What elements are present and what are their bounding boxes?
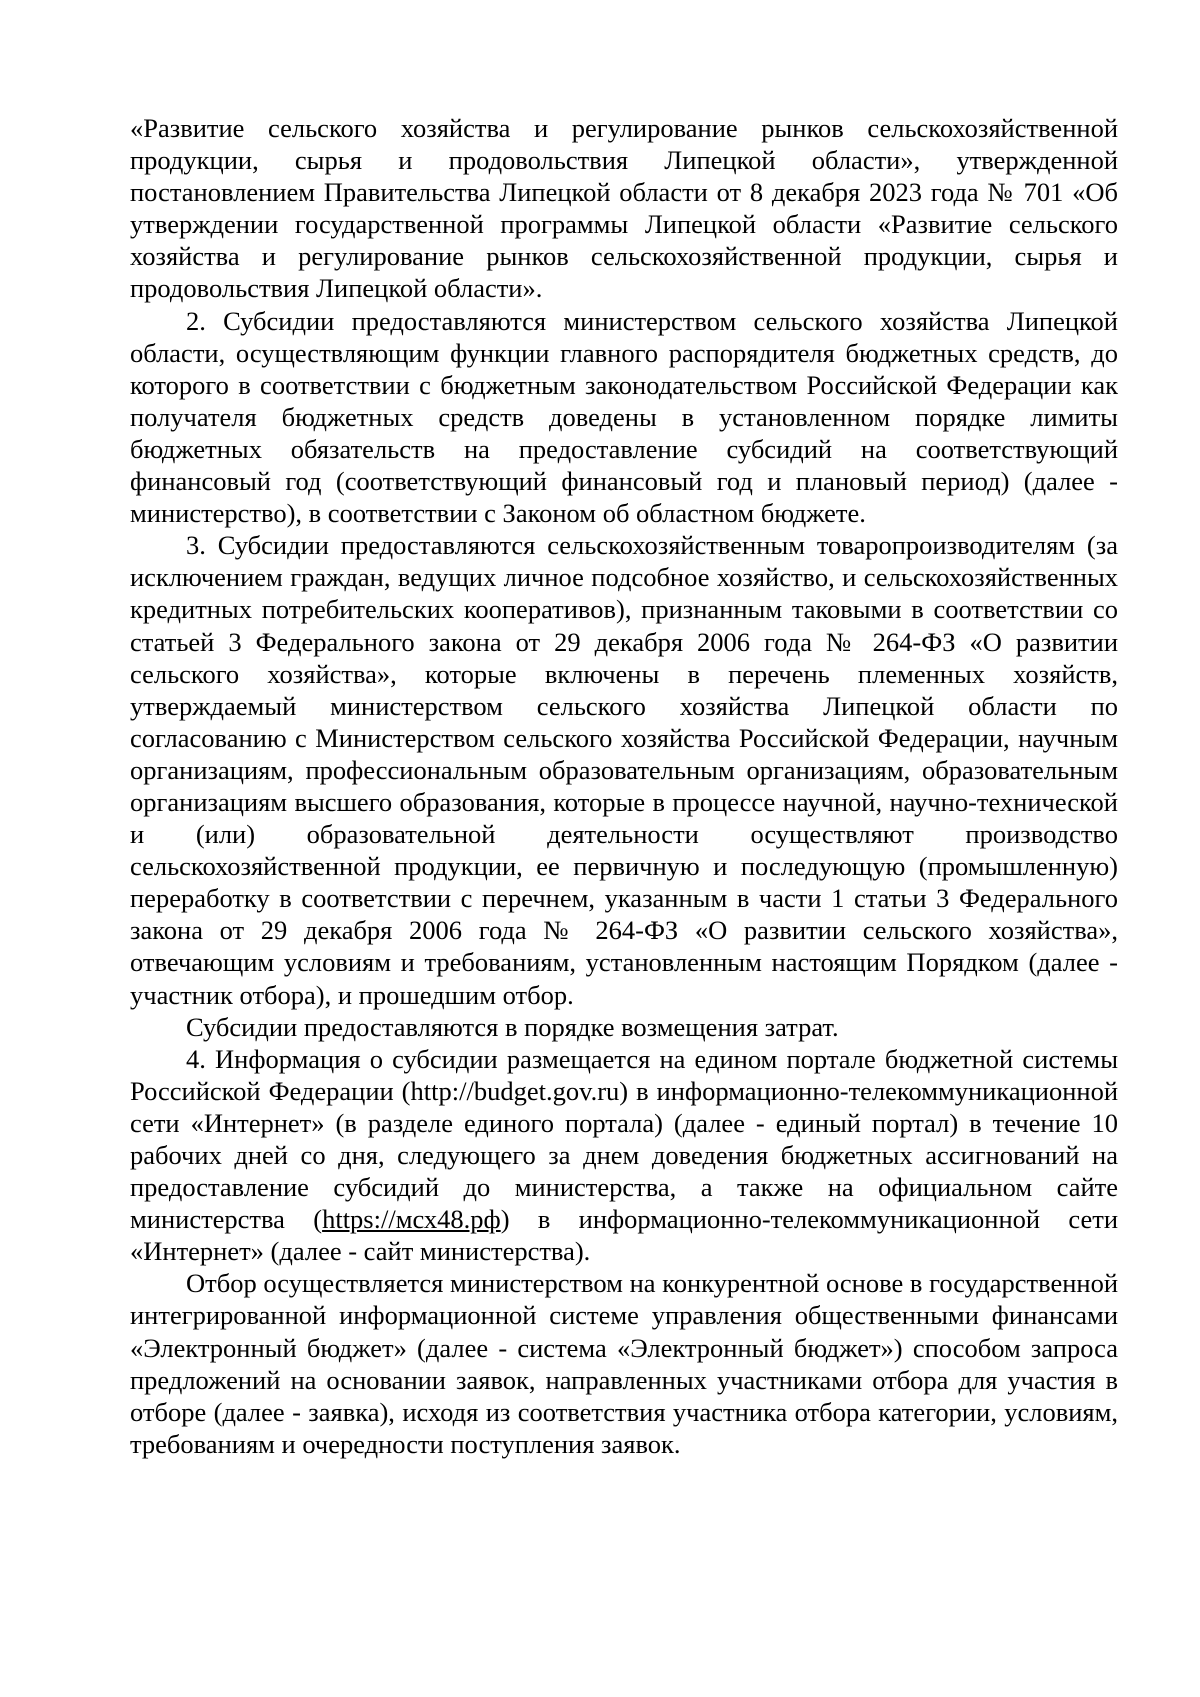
paragraph-3: 3. Субсидии предоставляются сельскохозяйственным товаропроизводителям (за исключением граждан, ведущих личное подсобное хозяйство, и сельскохозяйственных кредитных потребительских кооперативов), признанным таковыми в соответствии со статьей 3 Федерального закона от 29 декабря 2006 года № 264-ФЗ «О развитии сельского хозяйства», которые включены в перечень племенных хозяйств, утверждаемый министерством сельского хозяйства Липецкой области по согласованию с Министерством сельского хозяйства Российской Федерации, научным организациям, профессиональным образовательным организациям, образовательным организациям высшего образования, которые в процессе научной, научно-технической и (или) образовательной деятельности осуществляют производство сельскохозяйственной продукции, ее первичную и последующую (промышленную) переработку в соответствии с перечнем, указанным в части 1 статьи 3 Федерального закона от 29 декабря 2006 года № 264-ФЗ «О развитии сельского хозяйства», отвечающим условиям и требованиям, установленным настоящим Порядком (далее - участник отбора), и прошедшим отбор. (130, 530, 1118, 1010)
ministry-site-link[interactable]: https://мсх48.рф (322, 1204, 501, 1235)
paragraph-4-text: 4. Информация о субсидии размещается на едином портале бюджетной системы Российской Федерации (http://budget.gov.ru) в информационно-телекоммуникационной сети «Интернет» (в разделе единого портала) (далее - единый портал) в течение 10 рабочих дней со дня, следующего за днем доведения бюджетных ассигнований на предоставление субсидий до министерства, а также на официальном сайте министерства ( (130, 1043, 1118, 1235)
paragraph-compensation: Субсидии предоставляются в порядке возмещения затрат. (186, 1011, 839, 1042)
paragraph-program-title: «Развитие сельского хозяйства и регулирование рынков сельскохозяйственной продукции, сырья и продовольствия Липецкой области», утвержденной постановлением Правительства Липецкой области от 8 декабря 2023 года № 701 «Об утверждении государственной программы Липецкой области «Развитие сельского хозяйства и регулирование рынков сельскохозяйственной продукции, сырья и продовольствия Липецкой области». (130, 113, 1118, 304)
paragraph-4-end: ) в информационно-телекоммуникационной сети «Интернет» (далее - сайт министерства). (130, 1204, 1118, 1267)
document-body (130, 112, 1118, 1460)
paragraph-2: 2. Субсидии предоставляются министерством сельского хозяйства Липецкой области, осуществляющим функции главного распорядителя бюджетных средств, до которого в соответствии с бюджетным законодательством Российской Федерации как получателя бюджетных средств доведены в установленном порядке лимиты бюджетных обязательств на предоставление субсидий на соответствующий финансовый год (соответствующий финансовый год и плановый период) (далее - министерство), в соответствии с Законом об областном бюджете. (130, 305, 1118, 529)
paragraph-selection: Отбор осуществляется министерством на конкурентной основе в государственной интегрированной информационной системе управления общественными финансами «Электронный бюджет» (далее - система «Электронный бюджет») способом запроса предложений на основании заявок, направленных участниками отбора для участия в отборе (далее - заявка), исходя из соответствия участника отбора категории, условиям, требованиям и очередности поступления заявок. (130, 1268, 1118, 1459)
paragraph-4 (130, 1043, 1118, 1268)
